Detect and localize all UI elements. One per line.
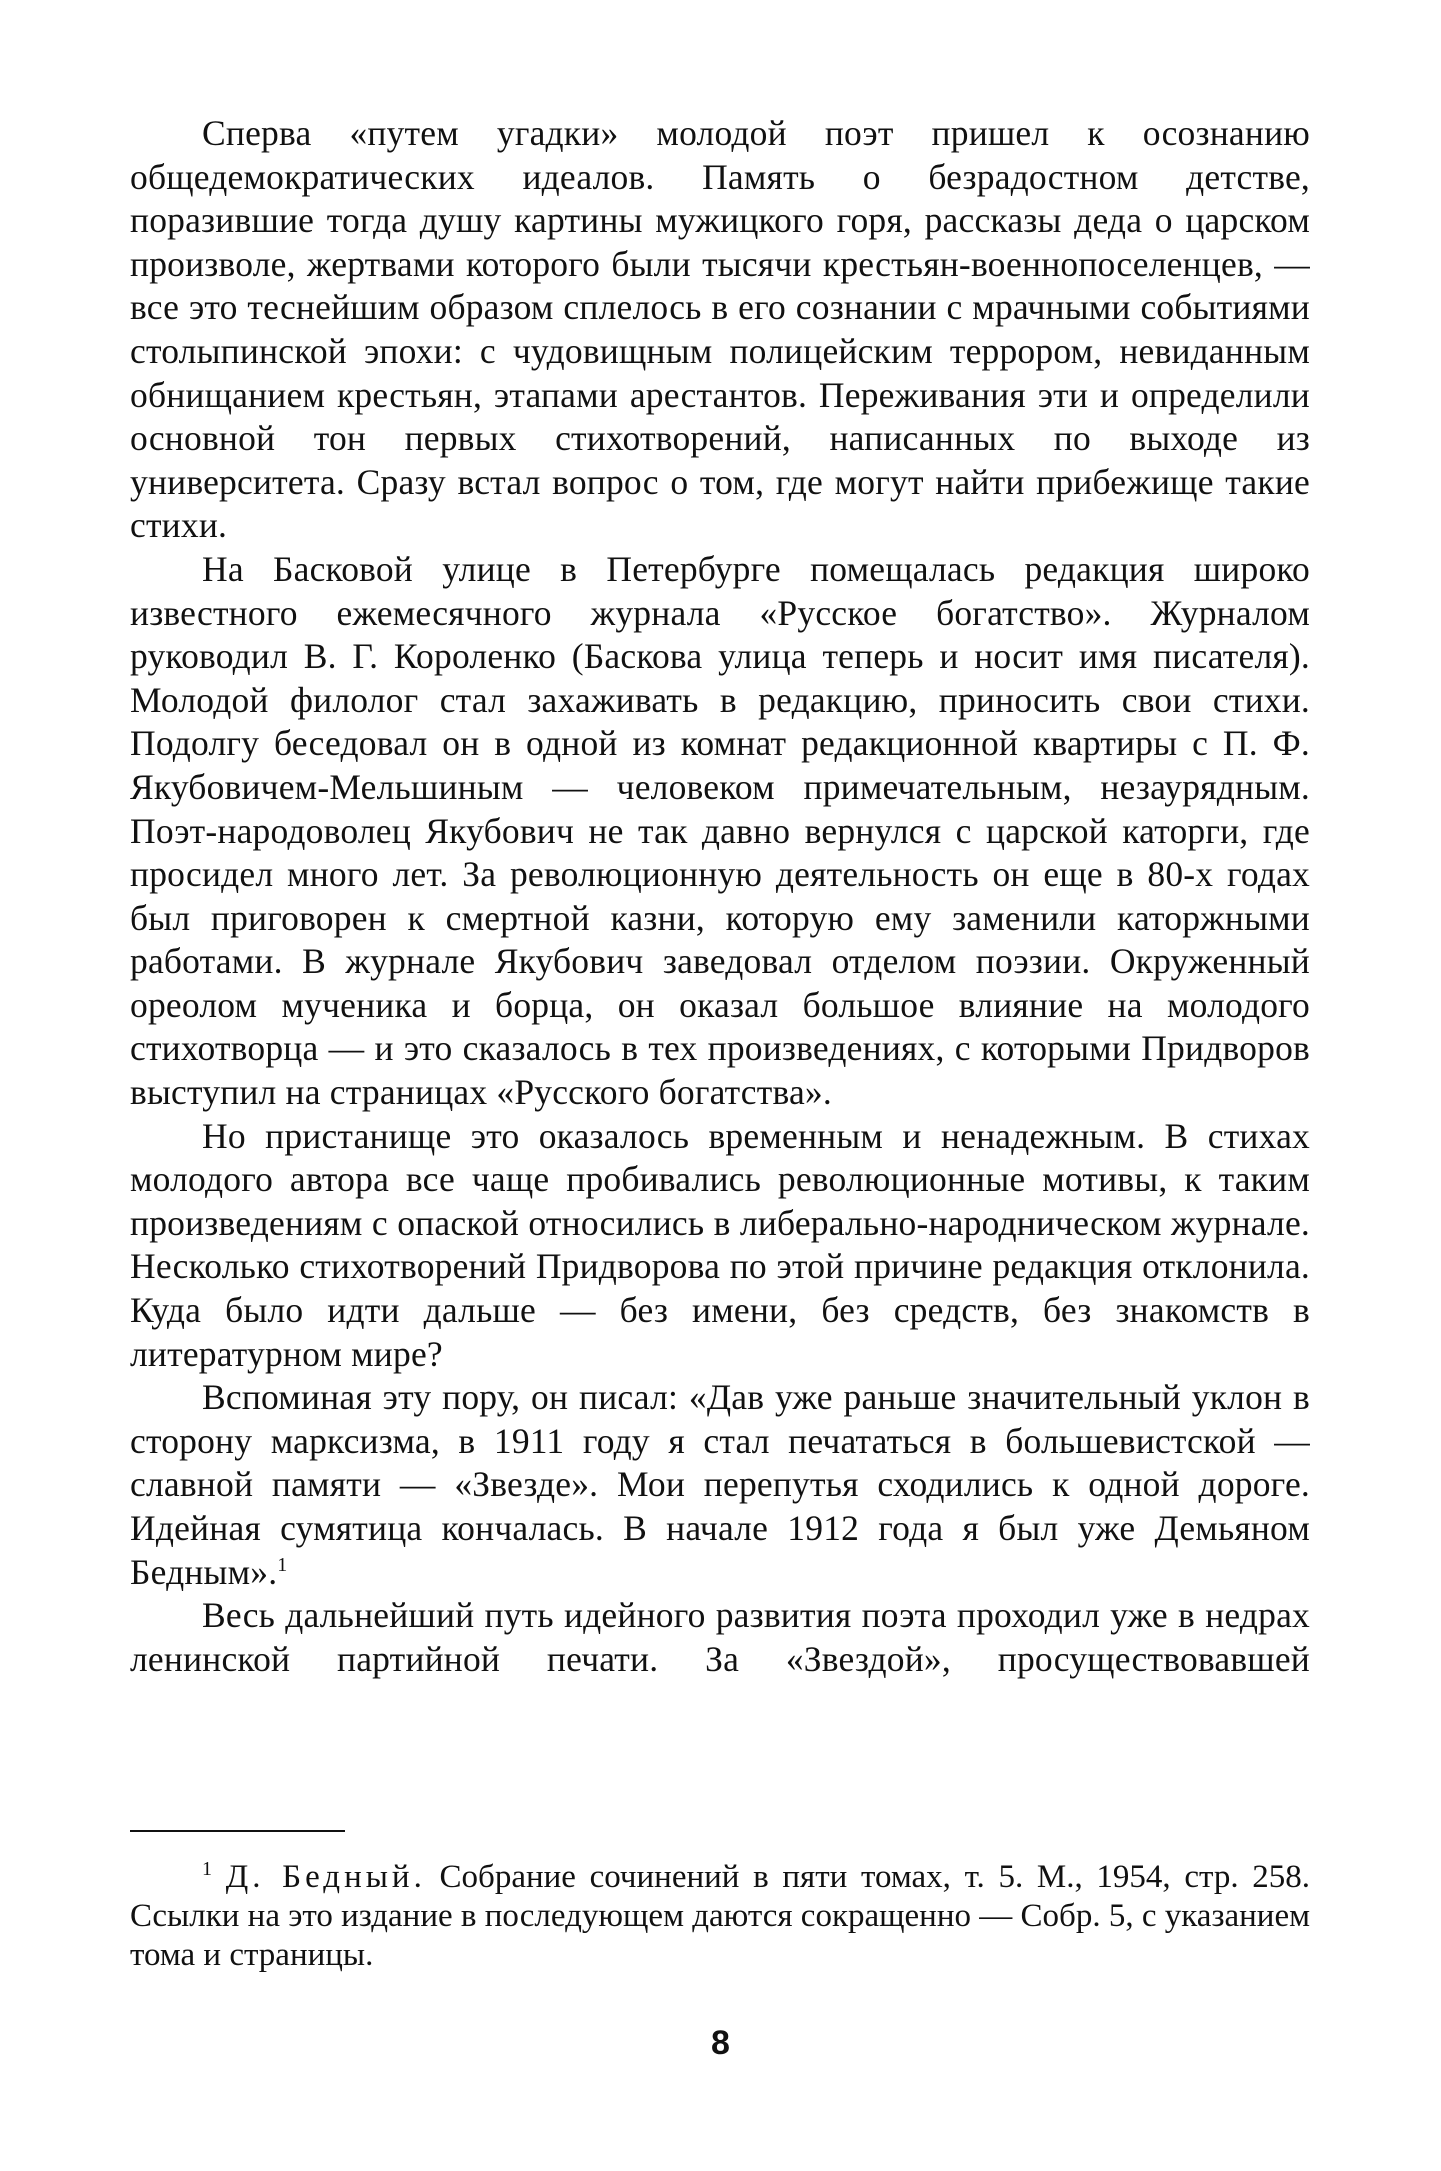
page-body [130,112,1310,1681]
footnote-mark: 1 [202,1858,212,1880]
paragraph-3: Но пристанище это оказалось временным и ненадежным. В стихах молодого автора все чаще пробивались революционные мотивы, к таким произведениям с опаской относились в либерально-народническом журнале. Несколько стихотворений Придворова по этой причине редакция отклонила. Куда было идти дальше — без имени, без средств, без знакомств в литературном мире? [130,1115,1310,1374]
footnote-text: Собрание сочинений в пяти томах, т. 5. М., 1954, стр. 258. Ссылки на это издание в последующем даются сокращенно — Собр. 5, с указанием тома и страницы. [130,1859,1311,1973]
paragraph-4-text: Вспоминая эту пору, он писал: «Дав уже раньше значительный уклон в сторону марксизма, в 1911 году я стал печататься в большевистской — славной памяти — «Звезде». Мои перепутья сходились к одной дороге. Идейная сумятица кончалась. В начале 1912 года я был уже Демьяном Бедным». [130,1377,1310,1592]
footnote-author: Д. Бедный. [225,1859,426,1895]
paragraph-2: На Басковой улице в Петербурге помещалась редакция широко известного ежемесячного журнала «Русское богатство». Журналом руководил В. Г. Короленко (Баскова улица теперь и носит имя писателя). Молодой филолог стал захаживать в редакцию, приносить свои стихи. Подолгу беседовал он в одной из комнат редакционной квартиры с П. Ф. Якубовичем-Мельшиным — человеком примечательным, незаурядным. Поэт-народоволец Якубович не так давно вернулся с царской каторги, где просидел много лет. За революционную деятельность он еще в 80-х годах был приговорен к смертной казни, которую ему заменили каторжными работами. В журнале Якубович заведовал отделом поэзии. Окруженный ореолом мученика и борца, он оказал большое влияние на молодого стихотворца — и это сказалось в тех произведениях, с которыми Придворов выступил на страницах «Русского богатства». [130,548,1310,1113]
footnote-separator [130,1830,345,1832]
paragraph-4 [130,1376,1310,1594]
paragraph-1: Сперва «путем угадки» молодой поэт пришел к осознанию общедемократических идеалов. Память о безрадостном детстве, поразившие тогда душу картины мужицкого горя, рассказы деда о царском произволе, жертвами которого были тысячи крестьян-военнопоселенцев, — все это теснейшим образом сплелось в его сознании с мрачными событиями столыпинской эпохи: с чудовищным полицейским террором, невиданным обнищанием крестьян, этапами арестантов. Переживания эти и определили основной тон первых стихотворений, написанных по выходе из университета. Сразу встал вопрос о том, где могут найти прибежище такие стихи. [130,113,1310,546]
footnote-reference-mark: 1 [277,1553,288,1576]
paragraph-5: Весь дальнейший путь идейного развития поэта проходил уже в недрах ленинской партийной печати. За «Звездой», просуществовавшей [130,1595,1310,1679]
footnote-1 [130,1858,1310,1975]
page-number: 8 [711,2024,730,2062]
